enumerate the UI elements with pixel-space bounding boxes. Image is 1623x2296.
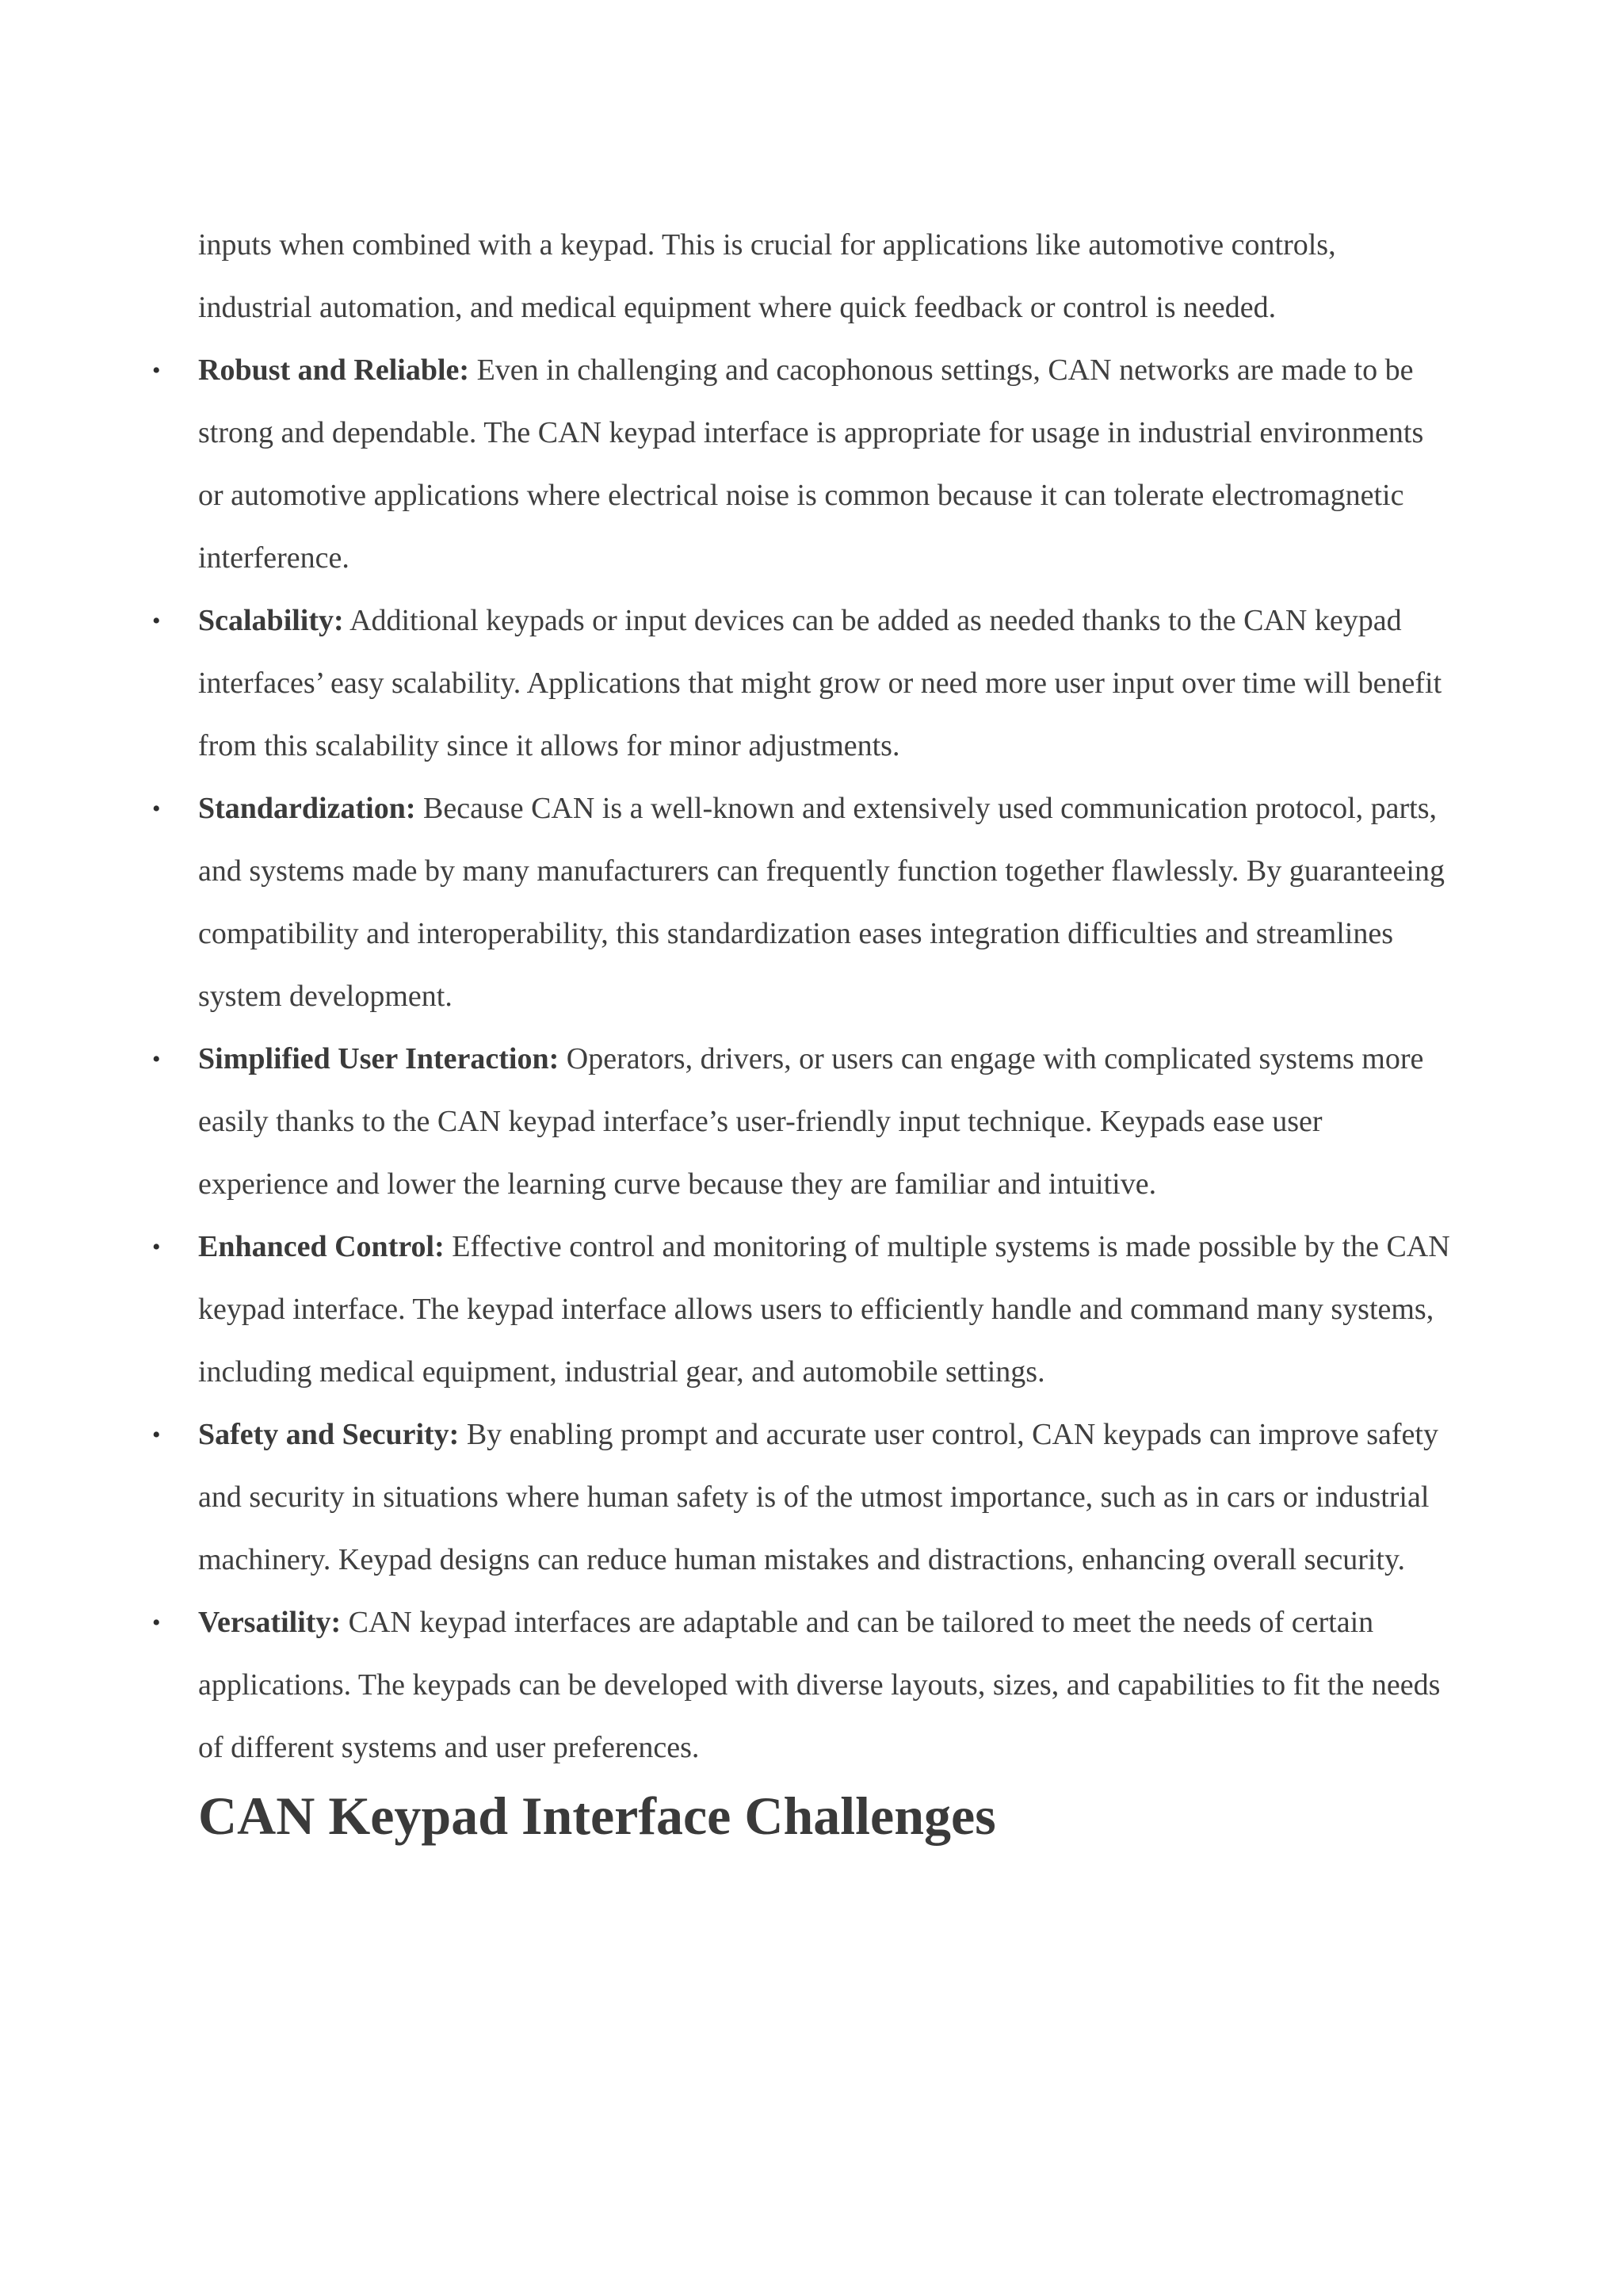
section-heading: CAN Keypad Interface Challenges	[198, 1786, 996, 1846]
bullet-icon: •	[152, 1234, 161, 1260]
bullet-icon: •	[152, 1610, 161, 1636]
bullet-icon: •	[152, 1046, 161, 1072]
list-item-safety-security	[152, 1404, 1450, 1591]
bullet-icon: •	[152, 796, 161, 822]
list-item-scalability	[152, 590, 1450, 777]
document-content	[152, 214, 1450, 1849]
list-item-text: Additional keypads or input devices can be added as needed thanks to the CAN keypad interfaces’ easy scalability. Applications that might grow or need more user input over time will benefit from this scalability since it allows for minor adjustments.	[198, 604, 1442, 762]
list-item-term: Safety and Security:	[198, 1418, 460, 1451]
list-item-term: Standardization:	[198, 792, 416, 825]
bullet-icon: •	[152, 608, 161, 634]
list-item-text: CAN keypad interfaces are adaptable and can be tailored to meet the needs of certain applications. The keypads can be developed with diverse layouts, sizes, and capabilities to fit the needs of different systems and user preferences.	[198, 1606, 1441, 1764]
list-item-text: By enabling prompt and accurate user control, CAN keypads can improve safety and security in situations where human safety is of the utmost importance, such as in cars or industrial machinery. Keypad designs can reduce human mistakes and distractions, enhancing overall security.	[198, 1418, 1438, 1576]
list-item-standardization	[152, 777, 1450, 1028]
list-item-text: Operators, drivers, or users can engage with complicated systems more easily thanks to the CAN keypad interface’s user-friendly input technique. Keypads ease user experience and lower the learning curve because they are familiar and intuitive.	[198, 1042, 1424, 1201]
benefits-list	[152, 339, 1450, 1779]
list-item-term: Simplified User Interaction:	[198, 1042, 559, 1075]
list-item-robust-reliable	[152, 339, 1450, 590]
list-item-term: Scalability:	[198, 604, 344, 637]
list-item-text: Even in challenging and cacophonous settings, CAN networks are made to be strong and dependable. The CAN keypad interface is appropriate for usage in industrial environments or automotive applications where electrical noise is common because it can tolerate electromagnetic interference.	[198, 353, 1424, 575]
list-item-versatility	[152, 1591, 1450, 1779]
list-item-term: Versatility:	[198, 1606, 342, 1639]
list-item-term: Enhanced Control:	[198, 1230, 445, 1263]
bullet-icon: •	[152, 357, 161, 384]
list-item-text: Because CAN is a well-known and extensively used communication protocol, parts, and systems made by many manufacturers can frequently function together flawlessly. By guaranteeing compatibility and interoperability, this standardization eases integration difficulties and streamlines system development.	[198, 792, 1445, 1013]
list-item-enhanced-control	[152, 1216, 1450, 1404]
list-item-text: Effective control and monitoring of multiple systems is made possible by the CAN keypad interface. The keypad interface allows users to efficiently handle and command many systems, including medical equipment, industrial gear, and automobile settings.	[198, 1230, 1450, 1389]
list-item-term: Robust and Reliable:	[198, 353, 470, 387]
bullet-icon: •	[152, 1422, 161, 1448]
intro-paragraph: inputs when combined with a keypad. This is crucial for applications like automotive controls, industrial automation, and medical equipment where quick feedback or control is needed.	[198, 228, 1336, 324]
list-item-simplified-user-interaction	[152, 1028, 1450, 1216]
